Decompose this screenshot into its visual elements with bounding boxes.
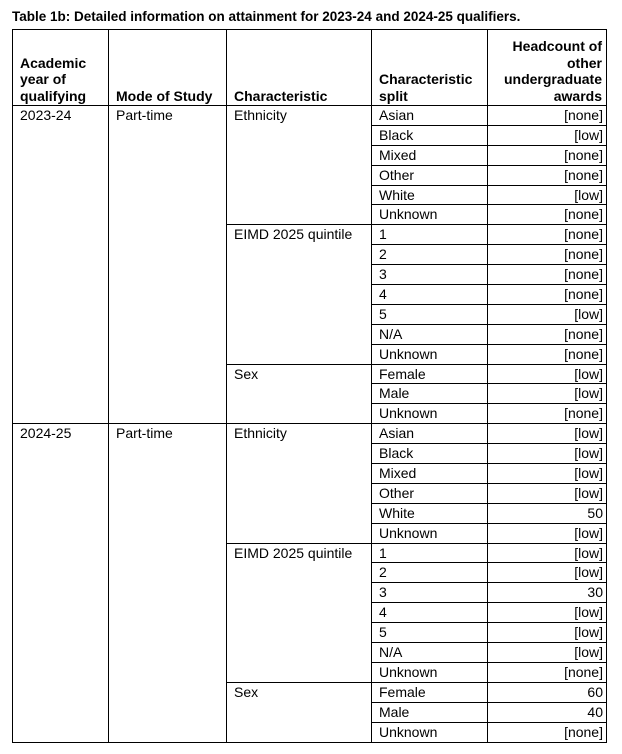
- cell-headcount: [none]: [488, 344, 607, 364]
- cell-headcount: [low]: [488, 523, 607, 543]
- cell-characteristic-split: N/A: [372, 643, 488, 663]
- cell-headcount: [low]: [488, 483, 607, 503]
- cell-headcount: [none]: [488, 106, 607, 126]
- attainment-table: [12, 29, 607, 743]
- header-mode-of-study: Mode of Study: [109, 30, 227, 106]
- cell-headcount: [low]: [488, 384, 607, 404]
- table-row: [13, 106, 607, 126]
- cell-characteristic-split: Black: [372, 125, 488, 145]
- cell-headcount: [low]: [488, 444, 607, 464]
- cell-characteristic-split: Unknown: [372, 662, 488, 682]
- cell-characteristic-split: Unknown: [372, 344, 488, 364]
- cell-headcount: [low]: [488, 304, 607, 324]
- cell-characteristic-split: Female: [372, 364, 488, 384]
- cell-headcount: [none]: [488, 404, 607, 424]
- cell-characteristic-split: Male: [372, 702, 488, 722]
- cell-characteristic-split: Unknown: [372, 205, 488, 225]
- cell-characteristic: Sex: [227, 682, 372, 742]
- cell-characteristic-split: 5: [372, 623, 488, 643]
- cell-characteristic: Ethnicity: [227, 424, 372, 543]
- table-title: Table 1b: Detailed information on attainment for 2023-24 and 2024-25 qualifiers.: [12, 9, 521, 24]
- cell-characteristic-split: N/A: [372, 324, 488, 344]
- cell-mode-of-study: Part-time: [109, 106, 227, 424]
- cell-headcount: 40: [488, 702, 607, 722]
- table-row: [13, 424, 607, 444]
- header-headcount: Headcount of other undergraduate awards: [488, 30, 607, 106]
- cell-characteristic: Ethnicity: [227, 106, 372, 225]
- cell-characteristic-split: Other: [372, 483, 488, 503]
- cell-characteristic-split: Unknown: [372, 523, 488, 543]
- cell-characteristic-split: Unknown: [372, 404, 488, 424]
- cell-characteristic: EIMD 2025 quintile: [227, 543, 372, 682]
- cell-characteristic: Sex: [227, 364, 372, 424]
- cell-headcount: [none]: [488, 285, 607, 305]
- cell-headcount: [none]: [488, 165, 607, 185]
- cell-headcount: [none]: [488, 324, 607, 344]
- cell-headcount: [none]: [488, 265, 607, 285]
- cell-headcount: 60: [488, 682, 607, 702]
- cell-headcount: [low]: [488, 185, 607, 205]
- cell-mode-of-study: Part-time: [109, 424, 227, 742]
- cell-characteristic-split: 1: [372, 225, 488, 245]
- cell-headcount: [low]: [488, 364, 607, 384]
- cell-headcount: [low]: [488, 623, 607, 643]
- cell-characteristic-split: Mixed: [372, 464, 488, 484]
- cell-headcount: 50: [488, 503, 607, 523]
- cell-headcount: [low]: [488, 125, 607, 145]
- cell-characteristic-split: Male: [372, 384, 488, 404]
- cell-headcount: [low]: [488, 424, 607, 444]
- cell-headcount: 30: [488, 583, 607, 603]
- cell-headcount: [none]: [488, 722, 607, 742]
- cell-headcount: [none]: [488, 225, 607, 245]
- cell-characteristic-split: Unknown: [372, 722, 488, 742]
- cell-headcount: [none]: [488, 662, 607, 682]
- cell-characteristic-split: 2: [372, 563, 488, 583]
- cell-characteristic-split: Asian: [372, 424, 488, 444]
- cell-characteristic-split: 1: [372, 543, 488, 563]
- cell-characteristic-split: Female: [372, 682, 488, 702]
- cell-characteristic: EIMD 2025 quintile: [227, 225, 372, 364]
- cell-headcount: [low]: [488, 464, 607, 484]
- cell-academic-year: 2024-25: [13, 424, 109, 742]
- header-academic-year: Academic year of qualifying: [13, 30, 109, 106]
- cell-characteristic-split: 2: [372, 245, 488, 265]
- header-characteristic: Characteristic: [227, 30, 372, 106]
- cell-characteristic-split: White: [372, 503, 488, 523]
- cell-characteristic-split: 4: [372, 603, 488, 623]
- cell-characteristic-split: Mixed: [372, 145, 488, 165]
- cell-headcount: [low]: [488, 643, 607, 663]
- cell-characteristic-split: Other: [372, 165, 488, 185]
- cell-characteristic-split: Black: [372, 444, 488, 464]
- cell-characteristic-split: Asian: [372, 106, 488, 126]
- cell-academic-year: 2023-24: [13, 106, 109, 424]
- cell-headcount: [none]: [488, 145, 607, 165]
- cell-characteristic-split: 3: [372, 583, 488, 603]
- header-characteristic-split: Characteristic split: [372, 30, 488, 106]
- cell-characteristic-split: 4: [372, 285, 488, 305]
- cell-characteristic-split: 3: [372, 265, 488, 285]
- header-row: [13, 30, 607, 106]
- cell-characteristic-split: 5: [372, 304, 488, 324]
- cell-headcount: [low]: [488, 543, 607, 563]
- cell-headcount: [low]: [488, 563, 607, 583]
- cell-characteristic-split: White: [372, 185, 488, 205]
- cell-headcount: [none]: [488, 245, 607, 265]
- cell-headcount: [low]: [488, 603, 607, 623]
- table-body: [13, 106, 607, 743]
- cell-headcount: [none]: [488, 205, 607, 225]
